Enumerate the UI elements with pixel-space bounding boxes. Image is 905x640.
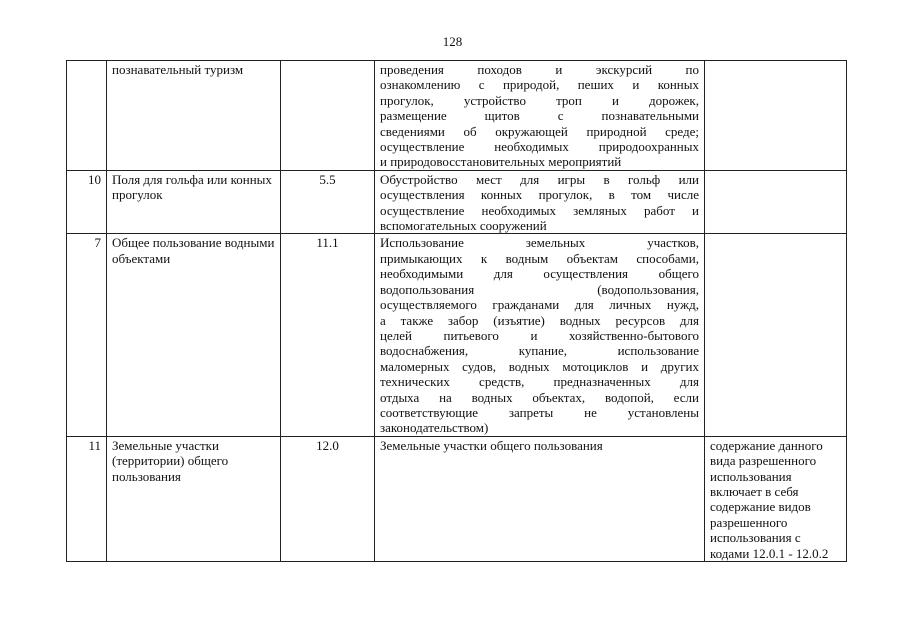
description-line: законодательством) (380, 420, 489, 436)
description-line: Обустройство мест для игры в гольф или (380, 171, 699, 187)
description-line: маломерных судов, водных мотоциклов и других (380, 358, 699, 374)
row-name-cell: познавательный туризм (107, 61, 281, 171)
description-line: Земельные участки общего пользования (380, 437, 603, 453)
land-use-table (66, 60, 847, 562)
description-line: осуществляемого гражданами для личных нужд, (380, 297, 699, 313)
row-number-cell: 11 (67, 436, 107, 561)
row-name-cell: Общее пользование водными объектами (107, 234, 281, 436)
description-line: целей питьевого и хозяйственно-бытового (380, 327, 699, 343)
row-note-cell (705, 234, 847, 436)
description-line: осуществление необходимых природоохранных (380, 139, 699, 155)
row-note-cell: содержание данного вида разрешенного использования включает в себя содержание видов разрешенного использования с кодами 12.0.1 - 12.0.2 (705, 436, 847, 561)
row-code-cell: 12.0 (281, 436, 375, 561)
row-number-cell: 7 (67, 234, 107, 436)
description-line: а также забор (изъятие) водных ресурсов для (380, 312, 699, 328)
row-description-cell (375, 61, 705, 171)
row-description-cell (375, 170, 705, 234)
description-line: отдыха на водных объектах, водопой, если (380, 389, 699, 405)
description-line: ознакомлению с природой, пеших и конных (380, 77, 699, 93)
row-code-cell (281, 61, 375, 171)
row-description-cell (375, 436, 705, 561)
row-number-cell: 10 (67, 170, 107, 234)
row-name-cell: Поля для гольфа или конных прогулок (107, 170, 281, 234)
description-line: Использование земельных участков, (380, 235, 699, 251)
description-line: прогулок, устройство троп и дорожек, (380, 92, 699, 108)
description-line: водопользования (водопользования, (380, 281, 699, 297)
description-line: технических средств, предназначенных для (380, 374, 699, 390)
table-row (67, 436, 847, 561)
table-row (67, 170, 847, 234)
description-line: вспомогательных сооружений (380, 218, 547, 234)
row-number-cell (67, 61, 107, 171)
row-code-cell: 11.1 (281, 234, 375, 436)
description-line: соответствующие запреты не установлены (380, 404, 699, 420)
page-number: 128 (442, 34, 463, 49)
description-line: водоснабжения, купание, использование (380, 343, 699, 359)
row-note-cell (705, 170, 847, 234)
description-line: осуществления конных прогулок, в том числе (380, 187, 699, 203)
description-line: проведения походов и экскурсий по (380, 62, 699, 77)
description-line: сведениями об окружающей природной среде; (380, 123, 699, 139)
description-line: примыкающих к водным объектам способами, (380, 250, 699, 266)
row-name-cell: Земельные участки (территории) общего пользования (107, 436, 281, 561)
table-row (67, 61, 847, 171)
row-note-cell (705, 61, 847, 171)
description-line: осуществление необходимых земляных работ и (380, 202, 699, 218)
table-row (67, 234, 847, 436)
description-line: и природовосстановительных мероприятий (380, 154, 622, 170)
row-description-cell (375, 234, 705, 436)
description-line: размещение щитов с познавательными (380, 108, 699, 124)
description-line: необходимыми для осуществления общего (380, 266, 699, 282)
row-code-cell: 5.5 (281, 170, 375, 234)
